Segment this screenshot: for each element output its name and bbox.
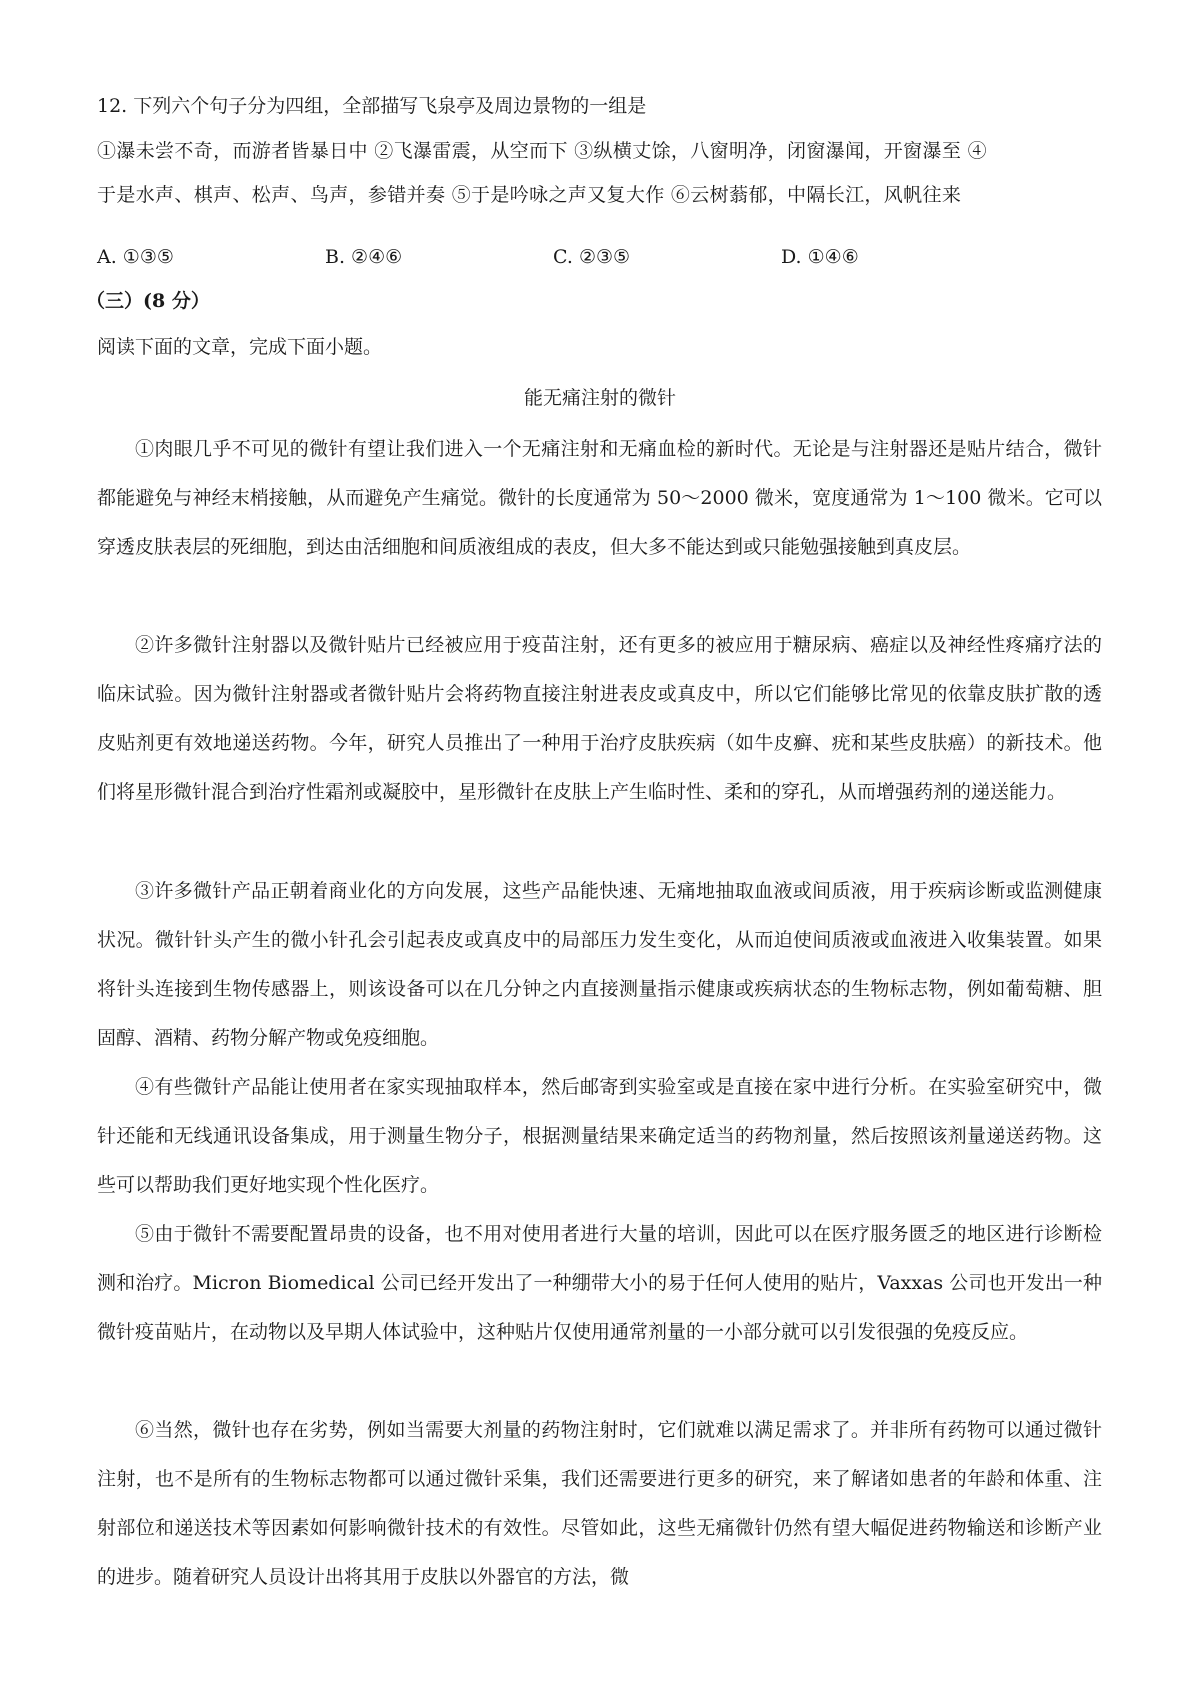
question-12-stem: 12. 下列六个句子分为四组，全部描写飞泉亭及周边景物的一组是: [97, 95, 647, 117]
article-paragraph-3: ③许多微针产品正朝着商业化的方向发展，这些产品能快速、无痛地抽取血液或间质液，用于疾病诊断或监测健康状况。微针针头产生的微小针孔会引起表皮或真皮中的局部压力发生变化，从而迫使间质液或血液进入收集装置。如果将针头连接到生物传感器上，则该设备可以在几分钟之内直接测量指示健康或疾病状态的生物标志物，例如葡萄糖、胆固醇、酒精、药物分解产物或免疫细胞。: [97, 880, 1102, 1049]
option-c[interactable]: C. ②③⑤: [553, 246, 631, 268]
article-paragraph-1: ①肉眼几乎不可见的微针有望让我们进入一个无痛注射和无痛血检的新时代。无论是与注射器还是贴片结合，微针都能避免与神经末梢接触，从而避免产生痛觉。微针的长度通常为 50～2000 微米，宽度通常为 1～100 微米。它可以穿透皮肤表层的死细胞，到达由活细胞和间质液组成的表皮，但大多不能达到或只能勉强接触到真皮层。: [97, 438, 1102, 558]
option-b[interactable]: B. ②④⑥: [325, 246, 403, 268]
article-paragraph-5: ⑤由于微针不需要配置昂贵的设备，也不用对使用者进行大量的培训，因此可以在医疗服务匮乏的地区进行诊断检测和治疗。Micron Biomedical 公司已经开发出了一种绷带大小的易于任何人使用的贴片，Vaxxas 公司也开发出一种微针疫苗贴片，在动物以及早期人体试验中，这种贴片仅使用通常剂量的一小部分就可以引发很强的免疫反应。: [97, 1223, 1102, 1343]
question-12-sentences-line-2: 于是水声、棋声、松声、鸟声，参错并奏 ⑤于是吟咏之声又复大作 ⑥云树蓊郁，中隔长江，风帆往来: [97, 184, 962, 206]
article-paragraph-4: ④有些微针产品能让使用者在家实现抽取样本，然后邮寄到实验室或是直接在家中进行分析。在实验室研究中，微针还能和无线通讯设备集成，用于测量生物分子，根据测量结果来确定适当的药物剂量，然后按照该剂量递送药物。这些可以帮助我们更好地实现个性化医疗。: [97, 1076, 1102, 1196]
section-3-instruction: 阅读下面的文章，完成下面小题。: [97, 336, 383, 358]
option-a[interactable]: A. ①③⑤: [97, 246, 174, 268]
option-d[interactable]: D. ①④⑥: [781, 246, 859, 268]
article-paragraph-6: ⑥当然，微针也存在劣势，例如当需要大剂量的药物注射时，它们就难以满足需求了。并非所有药物可以通过微针注射，也不是所有的生物标志物都可以通过微针采集，我们还需要进行更多的研究，来了解诸如患者的年龄和体重、注射部位和递送技术等因素如何影响微针技术的有效性。尽管如此，这些无痛微针仍然有望大幅促进药物输送和诊断产业的进步。随着研究人员设计出将其用于皮肤以外器官的方法，微: [97, 1419, 1102, 1588]
article-title: 能无痛注射的微针: [523, 387, 676, 409]
question-12-sentences-line-1: ①瀑未尝不奇，而游者皆暴日中 ②飞瀑雷震，从空而下 ③纵横丈馀，八窗明净，闭窗瀑闻，开窗瀑至 ④: [97, 140, 987, 162]
article-paragraph-2: ②许多微针注射器以及微针贴片已经被应用于疫苗注射，还有更多的被应用于糖尿病、癌症以及神经性疼痛疗法的临床试验。因为微针注射器或者微针贴片会将药物直接注射进表皮或真皮中，所以它们能够比常见的依靠皮肤扩散的透皮贴剂更有效地递送药物。今年，研究人员推出了一种用于治疗皮肤疾病（如牛皮癣、疣和某些皮肤癌）的新技术。他们将星形微针混合到治疗性霜剂或凝胶中，星形微针在皮肤上产生临时性、柔和的穿孔，从而增强药剂的递送能力。: [97, 634, 1102, 803]
section-3-heading: （三）(8 分）: [86, 290, 210, 312]
